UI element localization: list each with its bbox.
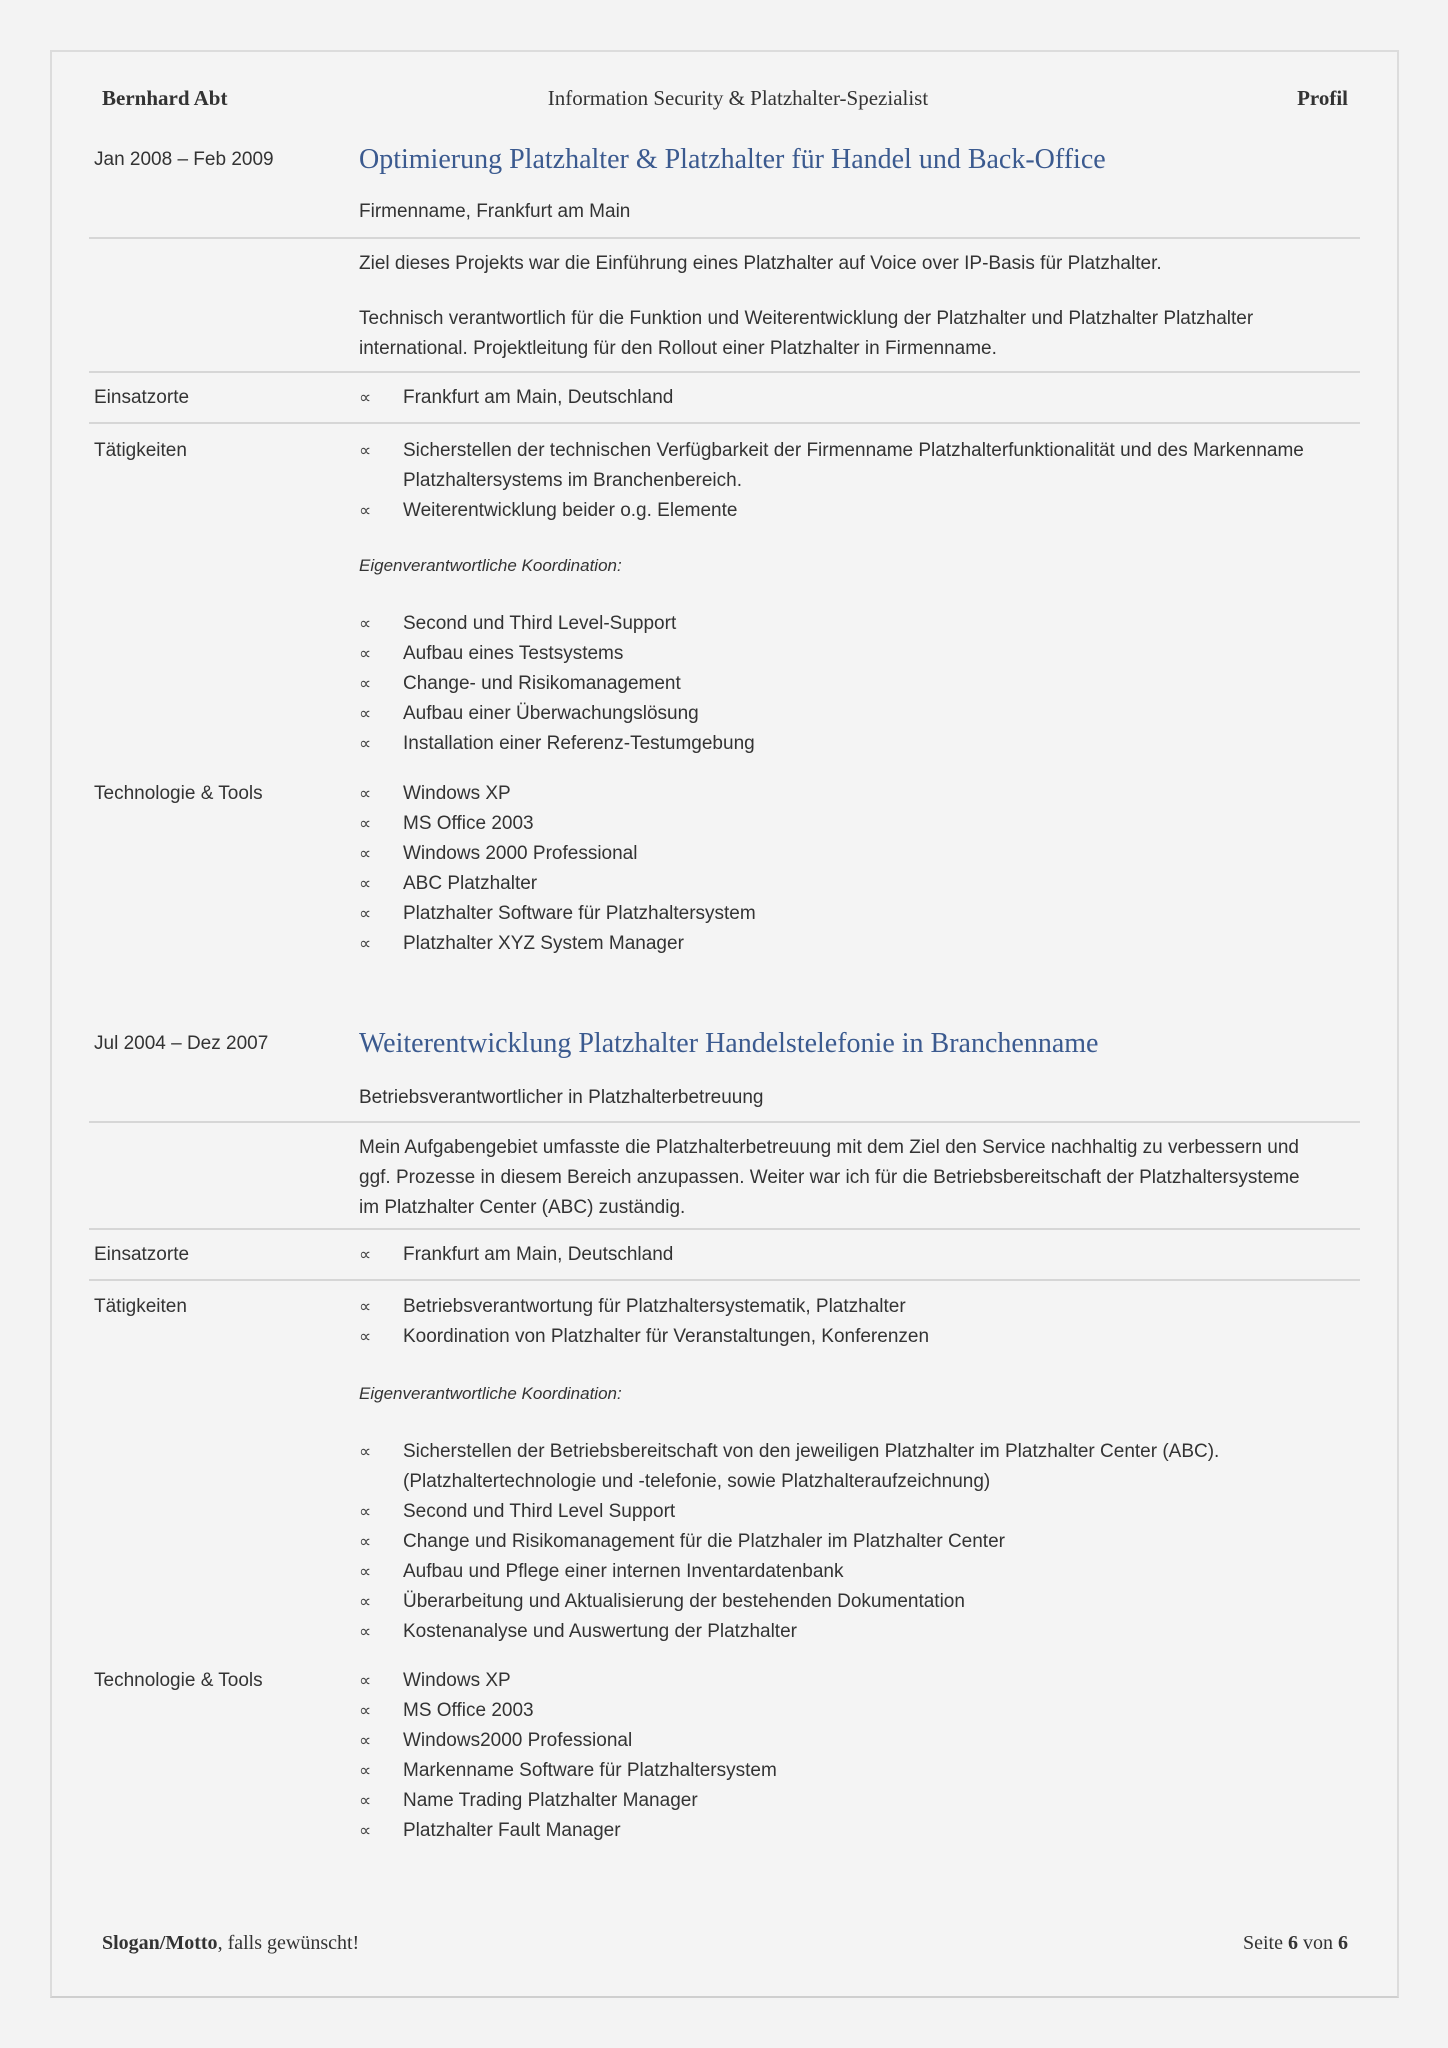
einsatzorte-label: Einsatzorte xyxy=(94,1244,190,1265)
tools-label: Technologie & Tools xyxy=(94,783,263,804)
divider xyxy=(89,237,1360,239)
project-date: Jan 2008 – Feb 2009 xyxy=(94,149,274,170)
project-title: Weiterentwicklung Platzhalter Handelstelefonie in Branchenname xyxy=(359,1028,1099,1059)
list-item: ∝ Installation einer Referenz-Testumgebung xyxy=(359,729,1359,759)
divider xyxy=(89,1121,1360,1123)
list-item: ∝ Second und Third Level-Support xyxy=(359,609,1359,639)
list-item: ∝ Change und Risikomanagement für die Platzhaler im Platzhalter Center xyxy=(359,1527,1349,1557)
bullet-icon: ∝ xyxy=(359,704,372,723)
list-item: ∝ Aufbau einer Überwachungslösung xyxy=(359,699,1359,729)
bullet-icon: ∝ xyxy=(359,1761,372,1780)
bullet-icon: ∝ xyxy=(359,1592,372,1611)
bullet-icon: ∝ xyxy=(359,614,372,633)
list-item: ∝ Windows2000 Professional xyxy=(359,1726,1359,1756)
list-item: ∝ Sicherstellen der Betriebsbereitschaft von den jeweiligen Platzhalter im Platzhalter Center (ABC). (Platzhaltertechnologie und -telefonie, sowie Platzhalteraufzeichnung) xyxy=(359,1437,1349,1497)
bullet-icon: ∝ xyxy=(359,814,372,833)
bullet-icon: ∝ xyxy=(359,904,372,923)
list-item: ∝ ABC Platzhalter xyxy=(359,869,1359,899)
list-item: ∝ Second und Third Level Support xyxy=(359,1497,1349,1527)
koordination-list xyxy=(359,1437,1349,1647)
bullet-icon: ∝ xyxy=(359,1671,372,1690)
list-item: ∝ Überarbeitung und Aktualisierung der bestehenden Dokumentation xyxy=(359,1587,1349,1617)
bullet-icon: ∝ xyxy=(359,674,372,693)
taetigkeiten-label: Tätigkeiten xyxy=(94,440,187,461)
divider xyxy=(89,422,1360,424)
bullet-icon: ∝ xyxy=(359,501,372,520)
tools-label: Technologie & Tools xyxy=(94,1670,263,1691)
tools-list xyxy=(359,779,1359,959)
tools-list xyxy=(359,1666,1359,1846)
footer-slogan: Slogan/Motto, falls gewünscht! xyxy=(102,1932,360,1954)
list-item: ∝ Platzhalter Software für Platzhaltersystem xyxy=(359,899,1359,929)
divider xyxy=(89,371,1360,373)
list-item: ∝ Aufbau und Pflege einer internen Inventardatenbank xyxy=(359,1557,1349,1587)
page-number: Seite 6 von 6 xyxy=(1243,1932,1348,1954)
project-description: Ziel dieses Projekts war die Einführung eines Platzhalter auf Voice over IP-Basis für Platzhalter. xyxy=(359,253,1162,274)
list-item: ∝ MS Office 2003 xyxy=(359,809,1359,839)
bullet-icon: ∝ xyxy=(359,844,372,863)
bullet-icon: ∝ xyxy=(359,1297,372,1316)
divider xyxy=(89,1228,1360,1230)
bullet-icon: ∝ xyxy=(359,644,372,663)
bullet-icon: ∝ xyxy=(359,1701,372,1720)
einsatzorte-list xyxy=(359,383,1359,413)
header-title: Information Security & Platzhalter-Spezialist xyxy=(547,86,929,110)
list-item: ∝ Frankfurt am Main, Deutschland xyxy=(359,383,1359,413)
list-item: ∝ Windows XP xyxy=(359,779,1359,809)
bullet-icon: ∝ xyxy=(359,1562,372,1581)
list-item: ∝ Windows XP xyxy=(359,1666,1359,1696)
bullet-icon: ∝ xyxy=(359,1442,372,1461)
list-item: ∝ Weiterentwicklung beider o.g. Elemente xyxy=(359,496,1359,526)
header-name: Bernhard Abt xyxy=(102,86,228,110)
list-item: ∝ Sicherstellen der technischen Verfügbarkeit der Firmenname Platzhalterfunktionalität und des Markenname Platzhaltersystems im Branchenbereich. xyxy=(359,436,1359,496)
list-item: ∝ Platzhalter Fault Manager xyxy=(359,1816,1359,1846)
bullet-icon: ∝ xyxy=(359,388,372,407)
project-company: Firmenname, Frankfurt am Main xyxy=(359,201,631,222)
koordination-label: Eigenverantwortliche Koordination: xyxy=(359,556,622,575)
header-section: Profil xyxy=(1297,86,1348,110)
list-item: ∝ Aufbau eines Testsystems xyxy=(359,639,1359,669)
koordination-list xyxy=(359,609,1359,759)
list-item: ∝ Betriebsverantwortung für Platzhaltersystematik, Platzhalter xyxy=(359,1292,1359,1322)
bullet-icon: ∝ xyxy=(359,874,372,893)
einsatzorte-label: Einsatzorte xyxy=(94,387,190,408)
project-description: Mein Aufgabengebiet umfasste die Platzhalterbetreuung mit dem Ziel den Service nachhaltig zu verbessern und ggf. Prozesse in diesem Bereich anzupassen. Weiter war ich für die Betriebsbereitschaft der Platzhaltersysteme im Platzhalter Center (ABC) zuständig. xyxy=(359,1137,1300,1218)
list-item: ∝ Platzhalter XYZ System Manager xyxy=(359,929,1359,959)
bullet-icon: ∝ xyxy=(359,1245,372,1264)
bullet-icon: ∝ xyxy=(359,734,372,753)
bullet-icon: ∝ xyxy=(359,1821,372,1840)
taetigkeiten-list xyxy=(359,436,1359,526)
bullet-icon: ∝ xyxy=(359,934,372,953)
taetigkeiten-label: Tätigkeiten xyxy=(94,1296,187,1317)
project-title: Optimierung Platzhalter & Platzhalter für Handel und Back-Office xyxy=(359,144,1106,175)
list-item: ∝ Name Trading Platzhalter Manager xyxy=(359,1786,1359,1816)
bullet-icon: ∝ xyxy=(359,1502,372,1521)
taetigkeiten-list xyxy=(359,1292,1359,1352)
project-company: Betriebsverantwortlicher in Platzhalterbetreuung xyxy=(359,1087,764,1108)
bullet-icon: ∝ xyxy=(359,1731,372,1750)
bullet-icon: ∝ xyxy=(359,1791,372,1810)
list-item: ∝ Windows 2000 Professional xyxy=(359,839,1359,869)
bullet-icon: ∝ xyxy=(359,1622,372,1641)
list-item: ∝ Frankfurt am Main, Deutschland xyxy=(359,1240,1359,1270)
list-item: ∝ Change- und Risikomanagement xyxy=(359,669,1359,699)
list-item: ∝ Markenname Software für Platzhaltersystem xyxy=(359,1756,1359,1786)
list-item: ∝ MS Office 2003 xyxy=(359,1696,1359,1726)
bullet-icon: ∝ xyxy=(359,784,372,803)
project-description: Technisch verantwortlich für die Funktion und Weiterentwicklung der Platzhalter und Platzhalter Platzhalter international. Projektleitung für den Rollout einer Platzhalter in Firmenname. xyxy=(359,308,1254,359)
einsatzorte-list xyxy=(359,1240,1359,1270)
bullet-icon: ∝ xyxy=(359,1532,372,1551)
koordination-label: Eigenverantwortliche Koordination: xyxy=(359,1384,622,1403)
list-item: ∝ Kostenanalyse und Auswertung der Platzhalter xyxy=(359,1617,1349,1647)
list-item: ∝ Koordination von Platzhalter für Veranstaltungen, Konferenzen xyxy=(359,1322,1359,1352)
bullet-icon: ∝ xyxy=(359,1327,372,1346)
project-date: Jul 2004 – Dez 2007 xyxy=(94,1033,269,1054)
divider xyxy=(89,1279,1360,1281)
bullet-icon: ∝ xyxy=(359,441,372,460)
